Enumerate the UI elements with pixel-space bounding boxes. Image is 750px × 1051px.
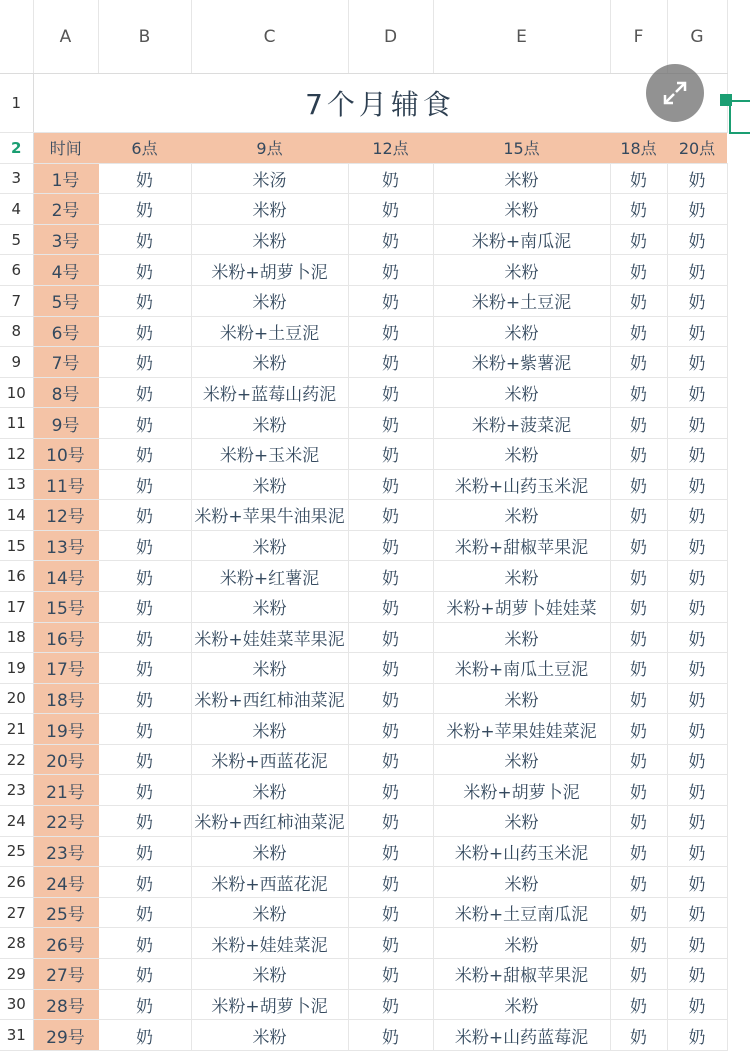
meal-cell[interactable]: 奶 — [98, 836, 191, 867]
row-header[interactable]: 18 — [0, 622, 33, 653]
date-cell[interactable]: 12号 — [33, 500, 98, 531]
row-header[interactable]: 24 — [0, 806, 33, 837]
meal-cell[interactable]: 奶 — [98, 744, 191, 775]
meal-cell[interactable]: 奶 — [348, 438, 433, 469]
header-cell-18[interactable]: 18点 — [610, 133, 667, 164]
table-row — [0, 194, 727, 225]
row-header[interactable]: 31 — [0, 1020, 33, 1051]
date-cell[interactable]: 6号 — [33, 316, 98, 347]
row-header[interactable]: 2 — [0, 133, 33, 164]
meal-cell[interactable]: 奶 — [98, 194, 191, 225]
meal-cell[interactable]: 奶 — [667, 561, 727, 592]
row-header[interactable]: 25 — [0, 836, 33, 867]
date-cell[interactable]: 22号 — [33, 806, 98, 837]
meal-cell[interactable]: 奶 — [667, 377, 727, 408]
meal-cell[interactable]: 米粉+菠菜泥 — [433, 408, 610, 439]
meal-cell[interactable]: 奶 — [98, 316, 191, 347]
meal-cell[interactable]: 奶 — [348, 744, 433, 775]
meal-cell[interactable]: 米粉 — [433, 867, 610, 898]
meal-cell[interactable]: 奶 — [348, 285, 433, 316]
table-row — [0, 928, 727, 959]
column-header-d[interactable]: D — [348, 0, 433, 74]
date-cell[interactable]: 2号 — [33, 194, 98, 225]
date-cell[interactable]: 23号 — [33, 836, 98, 867]
date-cell[interactable]: 18号 — [33, 683, 98, 714]
meal-cell[interactable]: 奶 — [610, 408, 667, 439]
row-header[interactable]: 8 — [0, 316, 33, 347]
date-cell[interactable]: 8号 — [33, 377, 98, 408]
meal-cell[interactable]: 奶 — [610, 285, 667, 316]
meal-cell[interactable]: 奶 — [610, 255, 667, 286]
meal-cell[interactable]: 奶 — [667, 224, 727, 255]
table-row — [0, 683, 727, 714]
row-header[interactable]: 19 — [0, 653, 33, 684]
meal-cell[interactable]: 奶 — [348, 989, 433, 1020]
meal-cell[interactable]: 奶 — [667, 285, 727, 316]
meal-cell[interactable]: 奶 — [98, 163, 191, 194]
meal-cell[interactable]: 米粉+红薯泥 — [191, 561, 348, 592]
meal-cell[interactable]: 米粉 — [433, 163, 610, 194]
meal-cell[interactable]: 奶 — [348, 806, 433, 837]
column-header-c[interactable]: C — [191, 0, 348, 74]
meal-cell[interactable]: 奶 — [98, 867, 191, 898]
meal-cell[interactable]: 奶 — [667, 989, 727, 1020]
meal-cell[interactable]: 奶 — [98, 530, 191, 561]
meal-cell[interactable]: 奶 — [667, 163, 727, 194]
meal-cell[interactable]: 奶 — [98, 469, 191, 500]
meal-cell[interactable]: 奶 — [667, 1020, 727, 1051]
meal-cell[interactable]: 奶 — [610, 469, 667, 500]
meal-cell[interactable]: 米粉 — [191, 285, 348, 316]
select-all-corner[interactable] — [0, 0, 33, 74]
date-cell[interactable]: 21号 — [33, 775, 98, 806]
meal-cell[interactable]: 奶 — [667, 500, 727, 531]
meal-cell[interactable]: 奶 — [348, 377, 433, 408]
meal-cell[interactable]: 米粉 — [191, 408, 348, 439]
row-header[interactable]: 5 — [0, 224, 33, 255]
table-row — [0, 591, 727, 622]
meal-cell[interactable]: 奶 — [348, 775, 433, 806]
meal-cell[interactable]: 奶 — [610, 989, 667, 1020]
meal-cell[interactable]: 米粉+西红柿油菜泥 — [191, 806, 348, 837]
table-row — [0, 163, 727, 194]
meal-cell[interactable]: 奶 — [98, 653, 191, 684]
row-header[interactable]: 30 — [0, 989, 33, 1020]
meal-cell[interactable]: 米粉+苹果娃娃菜泥 — [433, 714, 610, 745]
meal-cell[interactable]: 奶 — [348, 591, 433, 622]
meal-cell[interactable]: 奶 — [667, 316, 727, 347]
meal-cell[interactable]: 奶 — [98, 897, 191, 928]
date-cell[interactable]: 26号 — [33, 928, 98, 959]
meal-cell[interactable]: 米粉+西蓝花泥 — [191, 744, 348, 775]
meal-cell[interactable]: 米粉 — [191, 775, 348, 806]
meal-cell[interactable]: 奶 — [98, 1020, 191, 1051]
meal-cell[interactable]: 奶 — [610, 867, 667, 898]
date-cell[interactable]: 4号 — [33, 255, 98, 286]
meal-cell[interactable]: 奶 — [667, 591, 727, 622]
meal-cell[interactable]: 奶 — [667, 194, 727, 225]
meal-cell[interactable]: 奶 — [610, 163, 667, 194]
date-cell[interactable]: 13号 — [33, 530, 98, 561]
meal-cell[interactable]: 奶 — [667, 959, 727, 990]
row-header[interactable]: 9 — [0, 347, 33, 378]
table-row — [0, 867, 727, 898]
meal-cell[interactable]: 米粉+南瓜泥 — [433, 224, 610, 255]
meal-cell[interactable]: 米粉 — [191, 897, 348, 928]
meal-cell[interactable]: 米粉+甜椒苹果泥 — [433, 959, 610, 990]
date-cell[interactable]: 11号 — [33, 469, 98, 500]
row-header[interactable]: 12 — [0, 438, 33, 469]
meal-cell[interactable]: 奶 — [348, 714, 433, 745]
selection-border — [729, 100, 750, 134]
row-header[interactable]: 27 — [0, 897, 33, 928]
meal-cell[interactable]: 奶 — [348, 408, 433, 439]
table-row — [0, 744, 727, 775]
meal-cell[interactable]: 米粉 — [433, 438, 610, 469]
meal-cell[interactable]: 米粉+紫薯泥 — [433, 347, 610, 378]
meal-cell[interactable]: 米粉 — [191, 469, 348, 500]
meal-cell[interactable]: 奶 — [610, 500, 667, 531]
table-row — [0, 836, 727, 867]
column-header-a[interactable]: A — [33, 0, 98, 74]
table-row — [0, 959, 727, 990]
meal-cell[interactable]: 奶 — [667, 806, 727, 837]
date-cell[interactable]: 14号 — [33, 561, 98, 592]
header-cell-20[interactable]: 20点 — [667, 133, 727, 164]
row-header[interactable]: 20 — [0, 683, 33, 714]
table-row — [0, 561, 727, 592]
date-cell[interactable]: 5号 — [33, 285, 98, 316]
table-row — [0, 806, 727, 837]
meal-cell[interactable]: 奶 — [98, 408, 191, 439]
row-header[interactable]: 1 — [0, 74, 33, 133]
meal-cell[interactable]: 米粉+苹果牛油果泥 — [191, 500, 348, 531]
meal-cell[interactable]: 奶 — [667, 347, 727, 378]
meal-cell[interactable]: 米粉 — [191, 1020, 348, 1051]
meal-cell[interactable]: 米粉 — [191, 653, 348, 684]
meal-cell[interactable]: 奶 — [98, 255, 191, 286]
table-row — [0, 408, 727, 439]
meal-cell[interactable]: 奶 — [348, 622, 433, 653]
row-header[interactable]: 17 — [0, 591, 33, 622]
meal-cell[interactable]: 米粉 — [191, 530, 348, 561]
meal-cell[interactable]: 奶 — [348, 500, 433, 531]
header-cell-9[interactable]: 9点 — [191, 133, 348, 164]
table-row — [0, 285, 727, 316]
meal-cell[interactable]: 米粉+山药蓝莓泥 — [433, 1020, 610, 1051]
meal-cell[interactable]: 米粉+蓝莓山药泥 — [191, 377, 348, 408]
meal-cell[interactable]: 奶 — [348, 561, 433, 592]
meal-cell[interactable]: 奶 — [610, 194, 667, 225]
meal-cell[interactable]: 奶 — [610, 897, 667, 928]
table-row — [0, 530, 727, 561]
meal-cell[interactable]: 奶 — [348, 959, 433, 990]
meal-cell[interactable]: 奶 — [98, 959, 191, 990]
meal-cell[interactable]: 奶 — [610, 438, 667, 469]
meal-cell[interactable]: 奶 — [667, 438, 727, 469]
meal-cell[interactable]: 米粉+山药玉米泥 — [433, 469, 610, 500]
table-row — [0, 377, 727, 408]
meal-cell[interactable]: 米粉+山药玉米泥 — [433, 836, 610, 867]
title-row — [0, 74, 727, 133]
meal-cell[interactable]: 奶 — [610, 653, 667, 684]
meal-cell[interactable]: 米粉 — [433, 316, 610, 347]
date-cell[interactable]: 24号 — [33, 867, 98, 898]
meal-cell[interactable]: 米粉+娃娃菜泥 — [191, 928, 348, 959]
meal-cell[interactable]: 奶 — [98, 591, 191, 622]
row-header[interactable]: 15 — [0, 530, 33, 561]
meal-cell[interactable]: 奶 — [667, 255, 727, 286]
meal-cell[interactable]: 奶 — [667, 683, 727, 714]
meal-cell[interactable]: 米粉+南瓜土豆泥 — [433, 653, 610, 684]
column-header-e[interactable]: E — [433, 0, 610, 74]
row-header[interactable]: 26 — [0, 867, 33, 898]
meal-cell[interactable]: 米粉 — [433, 683, 610, 714]
row-header[interactable]: 3 — [0, 163, 33, 194]
table-row — [0, 255, 727, 286]
meal-cell[interactable]: 奶 — [348, 530, 433, 561]
table-row — [0, 438, 727, 469]
meal-cell[interactable]: 奶 — [667, 469, 727, 500]
row-header[interactable]: 13 — [0, 469, 33, 500]
meal-cell[interactable]: 奶 — [348, 255, 433, 286]
header-cell-15[interactable]: 15点 — [433, 133, 610, 164]
meal-cell[interactable]: 奶 — [610, 959, 667, 990]
row-header[interactable]: 4 — [0, 194, 33, 225]
meal-cell[interactable]: 奶 — [98, 683, 191, 714]
meal-cell[interactable]: 米粉 — [433, 989, 610, 1020]
meal-cell[interactable]: 奶 — [348, 347, 433, 378]
row-header[interactable]: 21 — [0, 714, 33, 745]
meal-cell[interactable]: 奶 — [610, 836, 667, 867]
column-header-f[interactable]: F — [610, 0, 667, 74]
meal-cell[interactable]: 米粉 — [433, 744, 610, 775]
table-row — [0, 224, 727, 255]
meal-cell[interactable]: 奶 — [98, 438, 191, 469]
meal-cell[interactable]: 米粉 — [191, 714, 348, 745]
date-cell[interactable]: 27号 — [33, 959, 98, 990]
row-header[interactable]: 11 — [0, 408, 33, 439]
meal-cell[interactable]: 奶 — [348, 469, 433, 500]
table-row — [0, 1020, 727, 1051]
meal-cell[interactable]: 米粉 — [433, 377, 610, 408]
column-header-g[interactable]: G — [667, 0, 727, 74]
date-cell[interactable]: 1号 — [33, 163, 98, 194]
meal-cell[interactable]: 米粉+西蓝花泥 — [191, 867, 348, 898]
meal-cell[interactable]: 米粉+胡萝卜娃娃菜 — [433, 591, 610, 622]
meal-cell[interactable]: 奶 — [98, 561, 191, 592]
meal-cell[interactable]: 奶 — [667, 897, 727, 928]
expand-button[interactable] — [646, 64, 704, 122]
header-cell-12[interactable]: 12点 — [348, 133, 433, 164]
column-header-b[interactable]: B — [98, 0, 191, 74]
meal-cell[interactable]: 米粉+胡萝卜泥 — [191, 255, 348, 286]
table-row — [0, 897, 727, 928]
meal-cell[interactable]: 奶 — [98, 775, 191, 806]
meal-cell[interactable]: 奶 — [667, 775, 727, 806]
meal-cell[interactable]: 奶 — [667, 744, 727, 775]
date-cell[interactable]: 16号 — [33, 622, 98, 653]
date-cell[interactable]: 9号 — [33, 408, 98, 439]
row-header[interactable]: 22 — [0, 744, 33, 775]
meal-cell[interactable]: 奶 — [610, 347, 667, 378]
meal-cell[interactable]: 米粉+胡萝卜泥 — [191, 989, 348, 1020]
meal-cell[interactable]: 奶 — [348, 897, 433, 928]
date-cell[interactable]: 3号 — [33, 224, 98, 255]
meal-cell[interactable]: 奶 — [610, 714, 667, 745]
meal-cell[interactable]: 米粉 — [191, 591, 348, 622]
row-header[interactable]: 10 — [0, 377, 33, 408]
date-cell[interactable]: 17号 — [33, 653, 98, 684]
meal-cell[interactable]: 米粉+甜椒苹果泥 — [433, 530, 610, 561]
meal-cell[interactable]: 奶 — [610, 806, 667, 837]
meal-cell[interactable]: 奶 — [610, 622, 667, 653]
row-header[interactable]: 14 — [0, 500, 33, 531]
meal-cell[interactable]: 米粉+胡萝卜泥 — [433, 775, 610, 806]
date-cell[interactable]: 28号 — [33, 989, 98, 1020]
meal-cell[interactable]: 奶 — [610, 591, 667, 622]
meal-cell[interactable]: 米粉 — [191, 959, 348, 990]
expand-icon — [660, 78, 690, 108]
table-row — [0, 469, 727, 500]
row-header[interactable]: 28 — [0, 928, 33, 959]
meal-cell[interactable]: 米粉+土豆泥 — [433, 285, 610, 316]
date-cell[interactable]: 19号 — [33, 714, 98, 745]
date-cell[interactable]: 29号 — [33, 1020, 98, 1051]
meal-cell[interactable]: 奶 — [348, 163, 433, 194]
meal-cell[interactable]: 奶 — [348, 867, 433, 898]
meal-cell[interactable]: 奶 — [667, 714, 727, 745]
meal-cell[interactable]: 奶 — [667, 653, 727, 684]
meal-cell[interactable]: 奶 — [98, 224, 191, 255]
meal-cell[interactable]: 奶 — [98, 928, 191, 959]
date-cell[interactable]: 20号 — [33, 744, 98, 775]
meal-cell[interactable]: 奶 — [610, 683, 667, 714]
meal-cell[interactable]: 奶 — [610, 744, 667, 775]
meal-cell[interactable]: 奶 — [667, 867, 727, 898]
meal-cell[interactable]: 奶 — [610, 775, 667, 806]
row-header[interactable]: 7 — [0, 285, 33, 316]
meal-cell[interactable]: 米粉 — [433, 928, 610, 959]
meal-cell[interactable]: 奶 — [610, 377, 667, 408]
meal-cell[interactable]: 奶 — [348, 1020, 433, 1051]
meal-cell[interactable]: 米粉 — [433, 561, 610, 592]
meal-cell[interactable]: 奶 — [667, 530, 727, 561]
meal-cell[interactable]: 米粉+西红柿油菜泥 — [191, 683, 348, 714]
table-row — [0, 989, 727, 1020]
meal-cell[interactable]: 奶 — [667, 622, 727, 653]
meal-cell[interactable]: 米粉 — [433, 806, 610, 837]
table-row — [0, 622, 727, 653]
meal-cell[interactable]: 奶 — [98, 500, 191, 531]
meal-cell[interactable]: 奶 — [348, 683, 433, 714]
meal-cell[interactable]: 奶 — [348, 836, 433, 867]
meal-cell[interactable]: 米粉 — [191, 224, 348, 255]
meal-cell[interactable]: 奶 — [348, 224, 433, 255]
table-row — [0, 500, 727, 531]
meal-cell[interactable]: 奶 — [610, 928, 667, 959]
row-header[interactable]: 23 — [0, 775, 33, 806]
date-cell[interactable]: 7号 — [33, 347, 98, 378]
meal-cell[interactable]: 米粉 — [433, 255, 610, 286]
meal-cell[interactable]: 米粉 — [433, 622, 610, 653]
header-row — [0, 133, 727, 164]
meal-cell[interactable]: 米粉 — [433, 194, 610, 225]
meal-cell[interactable]: 奶 — [667, 408, 727, 439]
meal-cell[interactable]: 米粉 — [191, 347, 348, 378]
row-header[interactable]: 29 — [0, 959, 33, 990]
header-cell-6[interactable]: 6点 — [98, 133, 191, 164]
table-row — [0, 714, 727, 745]
meal-cell[interactable]: 奶 — [610, 1020, 667, 1051]
meal-cell[interactable]: 米粉+玉米泥 — [191, 438, 348, 469]
meal-cell[interactable]: 奶 — [348, 194, 433, 225]
meal-cell[interactable]: 奶 — [667, 836, 727, 867]
meal-cell[interactable]: 奶 — [98, 622, 191, 653]
header-cell-time[interactable]: 时间 — [33, 133, 98, 164]
table-row — [0, 653, 727, 684]
meal-cell[interactable]: 奶 — [610, 224, 667, 255]
meal-cell[interactable]: 奶 — [98, 285, 191, 316]
meal-cell[interactable]: 奶 — [98, 714, 191, 745]
meal-cell[interactable]: 米粉+娃娃菜苹果泥 — [191, 622, 348, 653]
meal-cell[interactable]: 奶 — [667, 928, 727, 959]
date-cell[interactable]: 15号 — [33, 591, 98, 622]
table-row — [0, 316, 727, 347]
meal-cell[interactable]: 奶 — [610, 561, 667, 592]
table-row — [0, 347, 727, 378]
meal-cell[interactable]: 奶 — [98, 347, 191, 378]
row-header[interactable]: 16 — [0, 561, 33, 592]
meal-cell[interactable]: 米汤 — [191, 163, 348, 194]
date-cell[interactable]: 10号 — [33, 438, 98, 469]
date-cell[interactable]: 25号 — [33, 897, 98, 928]
meal-cell[interactable]: 米粉+土豆南瓜泥 — [433, 897, 610, 928]
meal-cell[interactable]: 奶 — [348, 928, 433, 959]
meal-cell[interactable]: 米粉 — [191, 194, 348, 225]
sheet-title[interactable]: 7个月辅食 — [33, 74, 727, 133]
table-row — [0, 775, 727, 806]
meal-cell[interactable]: 奶 — [610, 530, 667, 561]
meal-cell[interactable]: 奶 — [610, 316, 667, 347]
meal-cell[interactable]: 奶 — [98, 806, 191, 837]
meal-cell[interactable]: 米粉 — [433, 500, 610, 531]
column-header-row — [0, 0, 727, 74]
meal-cell[interactable]: 奶 — [348, 316, 433, 347]
meal-cell[interactable]: 米粉+土豆泥 — [191, 316, 348, 347]
meal-cell[interactable]: 米粉 — [191, 836, 348, 867]
meal-cell[interactable]: 奶 — [98, 989, 191, 1020]
meal-cell[interactable]: 奶 — [98, 377, 191, 408]
row-header[interactable]: 6 — [0, 255, 33, 286]
meal-cell[interactable]: 奶 — [348, 653, 433, 684]
